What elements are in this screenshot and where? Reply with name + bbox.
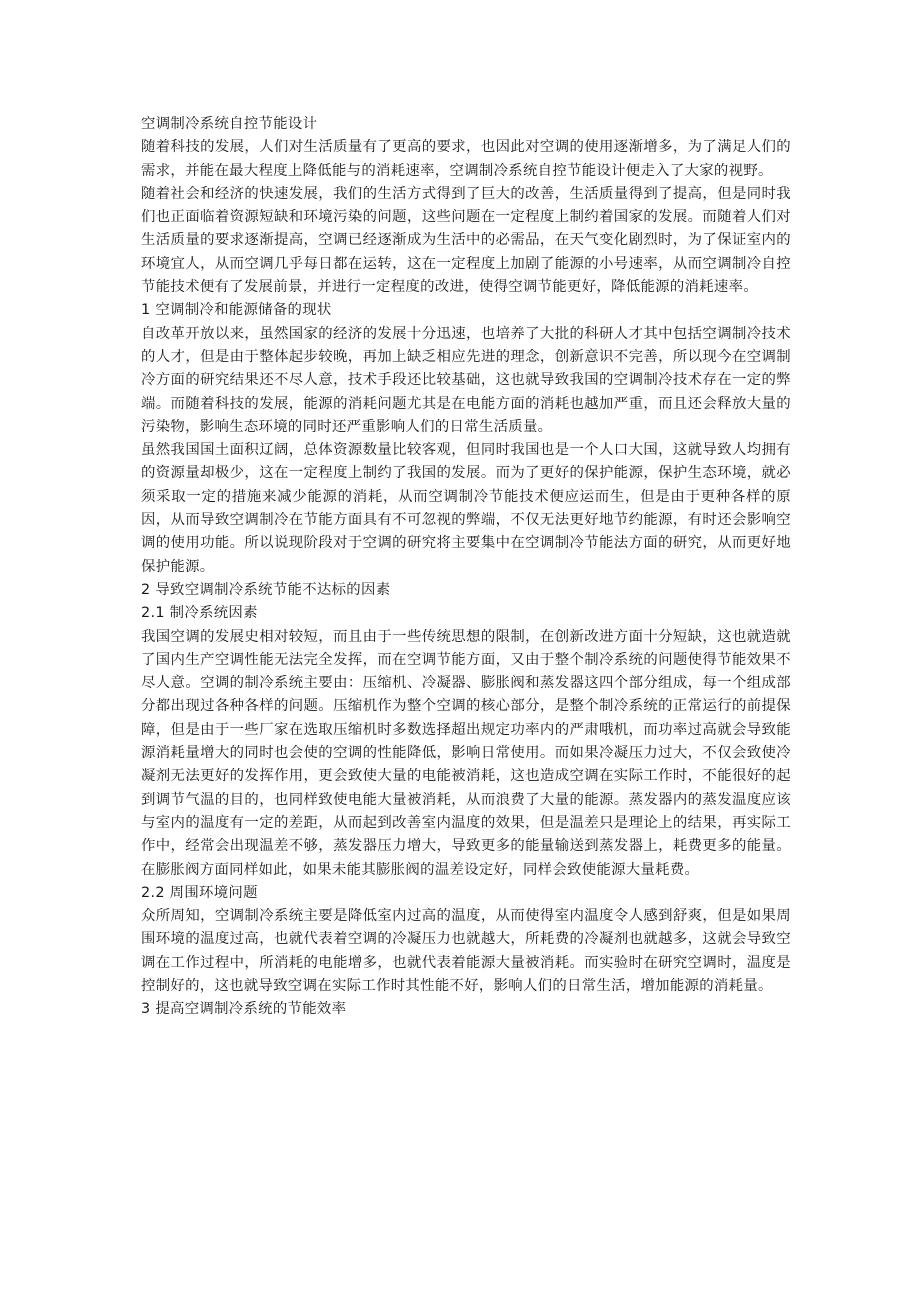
intro-paragraph-2: 随着社会和经济的快速发展，我们的生活方式得到了巨大的改善，生活质量得到了提高，但是同时我们也正面临着资源短缺和环境污染的问题，这些问题在一定程度上制约着国家的发展。而随着人们对生活质量的要求逐渐提高，空调已经逐渐成为生活中的必需品，在天气变化剧烈时，为了保证室内的环境宜人，从而空调几乎每日都在运转，这在一定程度上加剧了能源的小号速率，从而空调制冷自控节能技术便有了发展前景，并进行一定程度的改进，使得空调节能更好，降低能源的消耗速率。 — [141, 185, 791, 296]
section-1-paragraph-1: 自改革开放以来，虽然国家的经济的发展十分迅速，也培养了大批的科研人才其中包括空调制冷技术的人才，但是由于整体起步较晚，再加上缺乏相应先进的理念，创新意识不完善，所以现今在空调制冷方面的研究结果还不尽人意，技术手段还比较基础，这也就导致我国的空调制冷技术存在一定的弊端。而随着科技的发展，能源的消耗问题尤其是在电能方面的消耗也越加严重，而且还会释放大量的污染物，影响生态环境的同时还严重影响人们的日常生活质量。 — [141, 325, 791, 435]
section-2-2-heading: 2.2 周围环境问题 — [141, 884, 258, 901]
section-2-1-paragraph: 我国空调的发展史相对较短，而且由于一些传统思想的限制，在创新改进方面十分短缺，这也就造就了国内生产空调性能无法完全发挥，而在空调节能方面，又由于整个制冷系统的问题使得节能效果不尽人意。空调的制冷系统主要由：压缩机、冷凝器、膨胀阀和蒸发器这四个部分组成，每一个组成部分都出现过各种各样的问题。压缩机作为整个空调的核心部分，是整个制冷系统的正常运行的前提保障，但是由于一些厂家在选取压缩机时多数选择超出规定功率内的严肃哦机，而功率过高就会导致能源消耗量增大的同时也会使的空调的性能降低，影响日常使用。而如果冷凝压力过大，不仅会致使冷凝剂无法更好的发挥作用，更会致使大量的电能被消耗，这也造成空调在实际工作时，不能很好的起到调节气温的目的，也同样致使电能大量被消耗，从而浪费了大量的能源。蒸发器内的蒸发温度应该与室内的温度有一定的差距，从而起到改善室内温度的效果，但是温差只是理论上的结果，再实际工作中，经常会出现温差不够，蒸发器压力增大，导致更多的能量输送到蒸发器上，耗费更多的能量。在膨胀阀方面同样如此，如果未能其膨胀阀的温差设定好，同样会致使能源大量耗费。 — [141, 628, 791, 878]
section-3-heading: 3 提高空调制冷系统的节能效率 — [141, 1001, 347, 1018]
document-page — [141, 113, 791, 1022]
intro-paragraph-1: 随着科技的发展，人们对生活质量有了更高的要求，也因此对空调的使用逐渐增多，为了满足人们的需求，并能在最大程度上降低能与的消耗速率，空调制冷系统自控节能设计便走入了大家的视野。 — [141, 139, 791, 179]
section-1-heading: 1 空调制冷和能源储备的现状 — [141, 302, 332, 319]
section-2-2-paragraph: 众所周知，空调制冷系统主要是降低室内过高的温度，从而使得室内温度令人感到舒爽，但是如果周围环境的温度过高，也就代表着空调的冷凝压力也就越大，所耗费的冷凝剂也就越多，这就会导致空调在工作过程中，所消耗的电能增多，也就代表着能源大量被消耗。而实验时在研究空调时，温度是控制好的，这也就导致空调在实际工作时其性能不好，影响人们的日常生活，增加能源的消耗量。 — [141, 908, 791, 994]
section-2-1-heading: 2.1 制冷系统因素 — [141, 605, 258, 622]
section-1-paragraph-2: 虽然我国国土面积辽阔，总体资源数量比较客观，但同时我国也是一个人口大国，这就导致人均拥有的资源量却极少，这在一定程度上制约了我国的发展。而为了更好的保护能源，保护生态环境，就必须采取一定的措施来减少能源的消耗，从而空调制冷节能技术便应运而生，但是由于更种各样的原因，从而导致空调制冷在节能方面具有不可忽视的弊端，不仅无法更好地节约能源，有时还会影响空调的使用功能。所以说现阶段对于空调的研究将主要集中在空调制冷节能法方面的研究，从而更好地保护能源。 — [141, 442, 791, 575]
document-title: 空调制冷系统自控节能设计 — [141, 116, 318, 132]
section-2-heading: 2 导致空调制冷系统节能不达标的因素 — [141, 581, 391, 598]
